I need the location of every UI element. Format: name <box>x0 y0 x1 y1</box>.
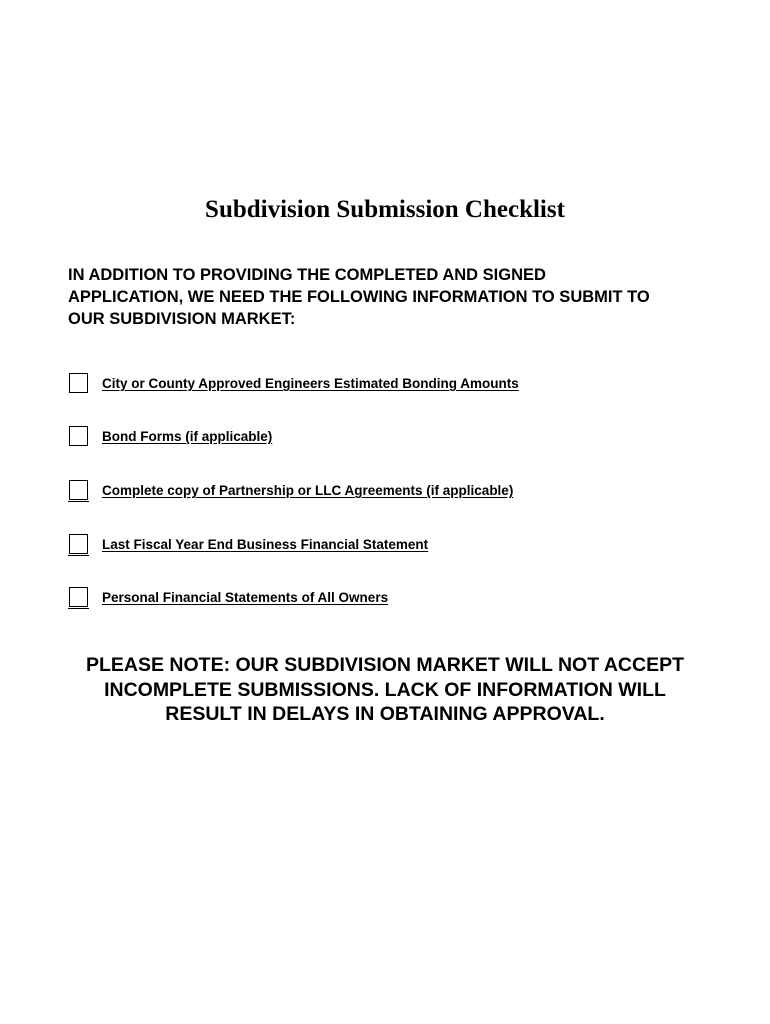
checkbox[interactable] <box>69 480 88 500</box>
checkbox[interactable] <box>69 534 88 554</box>
checklist-item-label: Bond Forms (if applicable) <box>102 429 273 444</box>
intro-line: IN ADDITION TO PROVIDING THE COMPLETED AND SIGNED <box>68 266 546 284</box>
checkbox[interactable] <box>69 373 88 393</box>
checklist-item-label: Personal Financial Statements of All Owners <box>102 590 389 605</box>
document-title: Subdivision Submission Checklist <box>205 196 565 223</box>
please-note-paragraph <box>40 653 730 727</box>
checklist-item-label: Complete copy of Partnership or LLC Agreements (if applicable) <box>102 483 514 498</box>
note-line: INCOMPLETE SUBMISSIONS. LACK OF INFORMATION WILL <box>104 678 666 701</box>
intro-line: OUR SUBDIVISION MARKET: <box>68 310 296 328</box>
checklist-item-label: Last Fiscal Year End Business Financial Statement <box>102 537 429 552</box>
note-line: RESULT IN DELAYS IN OBTAINING APPROVAL. <box>165 703 605 725</box>
checklist-item-label: City or County Approved Engineers Estimated Bonding Amounts <box>102 376 519 391</box>
note-line: PLEASE NOTE: OUR SUBDIVISION MARKET WILL NOT ACCEPT <box>85 654 685 676</box>
intro-line: APPLICATION, WE NEED THE FOLLOWING INFORMATION TO SUBMIT TO <box>68 288 650 306</box>
checkbox[interactable] <box>69 426 88 446</box>
checkbox[interactable] <box>69 587 88 607</box>
intro-paragraph <box>68 264 728 330</box>
